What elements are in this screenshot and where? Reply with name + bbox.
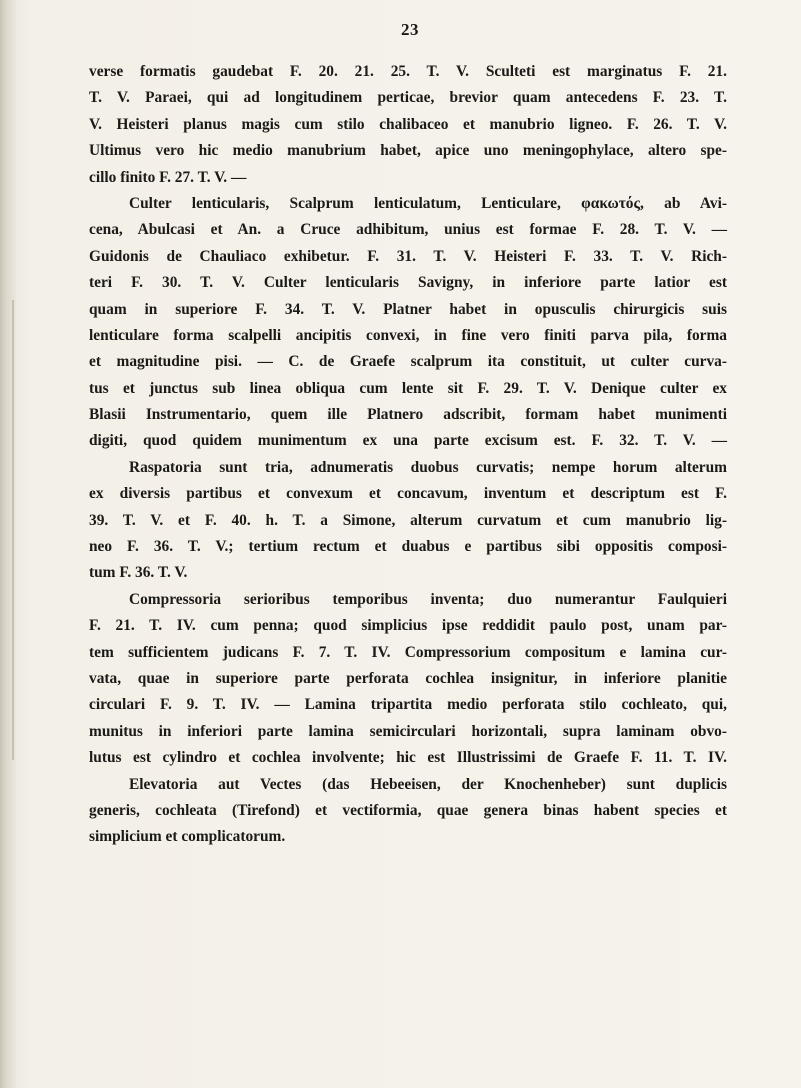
text-line: neo F. 36. T. V.; tertium rectum et duabus e partibus sibi oppositis composi- (89, 538, 727, 556)
text-line: 39. T. V. et F. 40. h. T. a Simone, alterum curvatum et cum manubrio lig- (89, 511, 727, 529)
paragraph-start-line: Culter lenticularis, Scalprum lenticulatum, Lenticulare, φακωτός, ab Avi- (129, 194, 727, 212)
text-line: munitus in inferiori parte lamina semicirculari horizontali, supra laminam obvo- (89, 722, 727, 740)
binding-shadow-line (12, 300, 14, 760)
text-line: lenticulare forma scalpelli ancipitis convexi, in fine vero finiti parva pila, forma (89, 326, 727, 344)
text-line: teri F. 30. T. V. Culter lenticularis Savigny, in inferiore parte latior est (89, 274, 727, 292)
paragraph-start-line: Raspatoria sunt tria, adnumeratis duobus curvatis; nempe horum alterum (129, 458, 727, 476)
text-line: tem sufficientem judicans F. 7. T. IV. Compressorium compositum e lamina cur- (89, 643, 727, 661)
text-line: tus et junctus sub linea obliqua cum lente sit F. 29. T. V. Denique culter ex (89, 379, 727, 397)
page-number: 23 (401, 20, 419, 39)
text-line: cena, Abulcasi et An. a Cruce adhibitum, unius est formae F. 28. T. V. — (89, 221, 727, 239)
paragraph-start-line: Compressoria serioribus temporibus inventa; duo numerantur Faulquieri (129, 590, 727, 608)
text-line: circulari F. 9. T. IV. — Lamina tripartita medio perforata stilo cochleato, qui, (89, 696, 727, 714)
text-line: verse formatis gaudebat F. 20. 21. 25. T. V. Sculteti est marginatus F. 21. (89, 63, 727, 80)
text-line: et magnitudine pisi. — C. de Graefe scalprum ita constituit, ut culter curva- (89, 353, 727, 371)
text-line: vata, quae in superiore parte perforata cochlea insignitur, in inferiore planitie (89, 669, 727, 687)
text-line: lutus est cylindro et cochlea involvente; hic est Illustrissimi de Graefe F. 11. T. IV. (89, 749, 727, 767)
text-line: tum F. 36. T. V. (89, 564, 188, 582)
text-line: digiti, quod quidem munimentum ex una parte excisum est. F. 32. T. V. — (89, 432, 727, 450)
text-line: ex diversis partibus et convexum et concavum, inventum et descriptum est F. (89, 485, 727, 503)
text-line: quam in superiore F. 34. T. V. Platner habet in opusculis chirurgicis suis (89, 300, 727, 318)
body-text (89, 59, 727, 851)
text-line: F. 21. T. IV. cum penna; quod simplicius ipse reddidit paulo post, unam par- (89, 617, 727, 635)
text-line: Guidonis de Chauliaco exhibetur. F. 31. T. V. Heisteri F. 33. T. V. Rich- (89, 247, 727, 265)
text-line: V. Heisteri planus magis cum stilo chalibaceo et manubrio ligneo. F. 26. T. V. (89, 115, 727, 133)
text-line: cillo finito F. 27. T. V. — (89, 168, 247, 186)
text-line: T. V. Paraei, qui ad longitudinem perticae, brevior quam antecedens F. 23. T. (89, 89, 727, 107)
text-line: Ultimus vero hic medio manubrium habet, apice uno meningophylace, altero spe- (89, 142, 727, 160)
text-line: Blasii Instrumentario, quem ille Platnero adscribit, formam habet munimenti (89, 406, 727, 424)
paragraph-start-line: Elevatoria aut Vectes (das Hebeeisen, der Knochenheber) sunt duplicis (129, 775, 727, 793)
text-line: simplicium et complicatorum. (89, 828, 286, 846)
text-line: generis, cochleata (Tirefond) et vectiformia, quae genera binas habent species et (89, 801, 727, 819)
